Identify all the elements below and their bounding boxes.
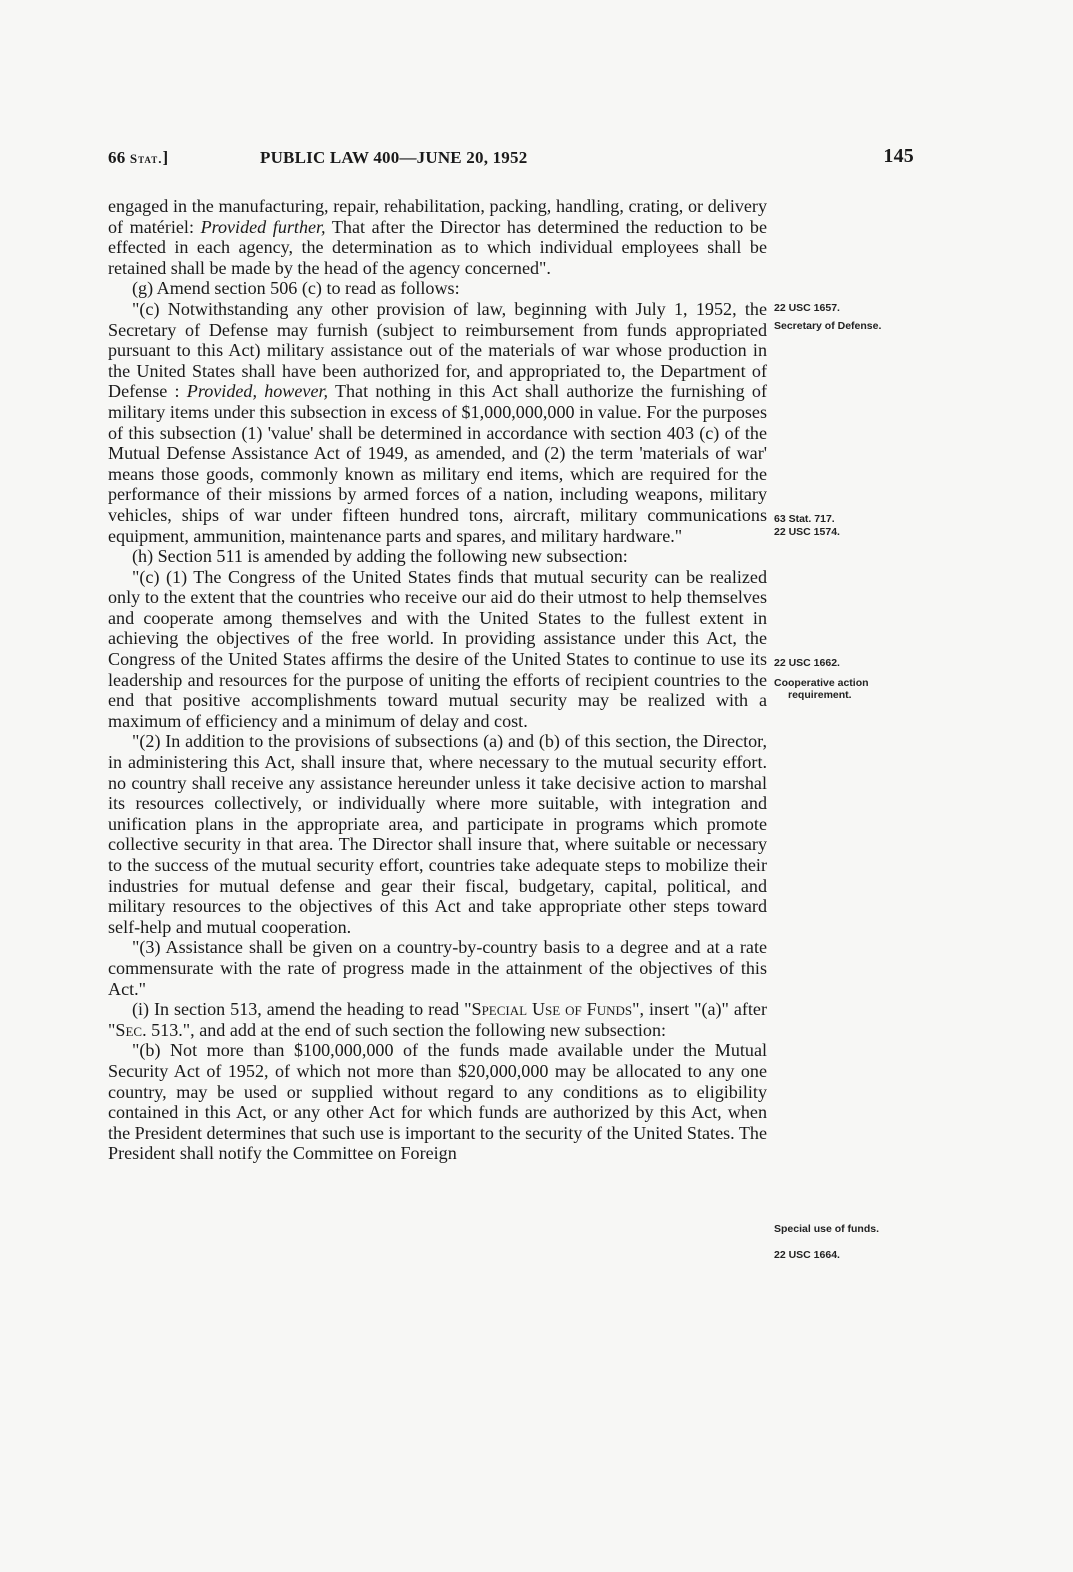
margin-note-22-usc-1662: 22 USC 1662. <box>774 657 840 669</box>
paragraph-g-c: "(c) Notwithstanding any other provision of law, beginning with July 1, 1952, the Secretary of Defense may furnish (subject to reimbursement from funds appropriated pursuant to this Act) military assistance out of the materials of war whose production in the United States shall have been authorized for, and appropriated to, the Department of Defense : Provided, however, That nothing in this Act shall authorize the furnishing of military items under this subsection in excess of $1,000,000,000 in value. For the purposes of this subsection (1) 'value' shall be determined in accordance with section 403 (c) of the Mutual Defense Assistance Act of 1949, as amended, and (2) the term 'materials of war' means those goods, commonly known as military end items, which are required for the performance of their missions by armed forces of a nation, including weapons, military vehicles, ships of war under fifteen hundred tons, aircraft, military communications equipment, ammunition, maintenance parts and spares, and military hardware." <box>108 298 767 546</box>
paragraph-g: (g) Amend section 506 (c) to read as follows: <box>132 278 460 299</box>
margin-note-special-use-of-funds: Special use of funds. <box>774 1223 880 1235</box>
paragraph-h: (h) Section 511 is amended by adding the following new subsection: <box>132 546 628 567</box>
margin-note-cooperative-action: Cooperative action requirement. <box>774 677 869 701</box>
margin-note-22-usc-1657: 22 USC 1657. <box>774 302 840 314</box>
statute-citation: 66 Stat.] <box>108 148 169 167</box>
paragraph-h-c1: "(c) (1) The Congress of the United States finds that mutual security can be realized only to the extent that the countries who receive our aid do their utmost to help themselves and cooperate among themselves and with the United States to the fullest extent in achieving the objectives of the free world. In providing assistance under this Act, the Congress of the United States affirms the desire of the United States to continue to use its leadership and resources for the purpose of uniting the efforts of recipient countries to the end that positive accomplishments toward mutual security may be realized with a maximum of efficiency and a minimum of delay and cost. <box>108 566 767 731</box>
paragraph-h-c3: "(3) Assistance shall be given on a country-by-country basis to a degree and at a rate commensurate with the rate of progress made in the attainment of the objectives of this Act." <box>108 937 767 999</box>
margin-note-secretary-of-defense: Secretary of Defense. <box>774 320 882 332</box>
margin-note-22-usc-1574: 22 USC 1574. <box>774 526 840 538</box>
law-title: PUBLIC LAW 400—JUNE 20, 1952 <box>260 148 528 167</box>
margin-note-63-stat-717: 63 Stat. 717. <box>774 513 835 525</box>
running-head <box>108 145 914 172</box>
paragraph-i: (i) In section 513, amend the heading to read "Special Use of Funds", insert "(a)" after "Sec. 513.", and add at the end of such section the following new subsection: <box>108 999 767 1040</box>
paragraph-i-b: "(b) Not more than $100,000,000 of the funds made available under the Mutual Security Act of 1952, of which not more than $20,000,000 may be allocated to any one country, may be used or supplied without regard to any conditions as to eligibility contained in this Act, or any other Act for which funds are authorized by this Act, when the President determines that such use is important to the security of the United States. The President shall notify the Committee on Foreign <box>108 1040 767 1164</box>
margin-note-22-usc-1664: 22 USC 1664. <box>774 1249 840 1261</box>
page-number: 145 <box>883 145 914 167</box>
paragraph-h-c2: "(2) In addition to the provisions of subsections (a) and (b) of this section, the Director, in administering this Act, shall insure that, where necessary to the mutual security effort. no country shall receive any assistance hereunder unless it take decisive action to marshal its resources collectively, or individually where more suitable, with integration and unification plans in the appropriate area, and participate in programs which promote collective security in that area. The Director shall insure that, where suitable or necessary to the success of the mutual security effort, countries take adequate steps to mobilize their industries for mutual defense and gear their fiscal, budgetary, capital, political, and military resources to the objectives of this Act and take appropriate other steps toward self-help and mutual cooperation. <box>108 731 767 937</box>
body-text <box>108 196 767 1164</box>
paragraph-f-continuation: engaged in the manufacturing, repair, rehabilitation, packing, handling, crating, or delivery of matériel: Provided further, That after the Director has determined the reduction to be effected in each agency, the determination as to which individual employees shall be retained shall be made by the head of the agency concerned". <box>108 196 767 278</box>
